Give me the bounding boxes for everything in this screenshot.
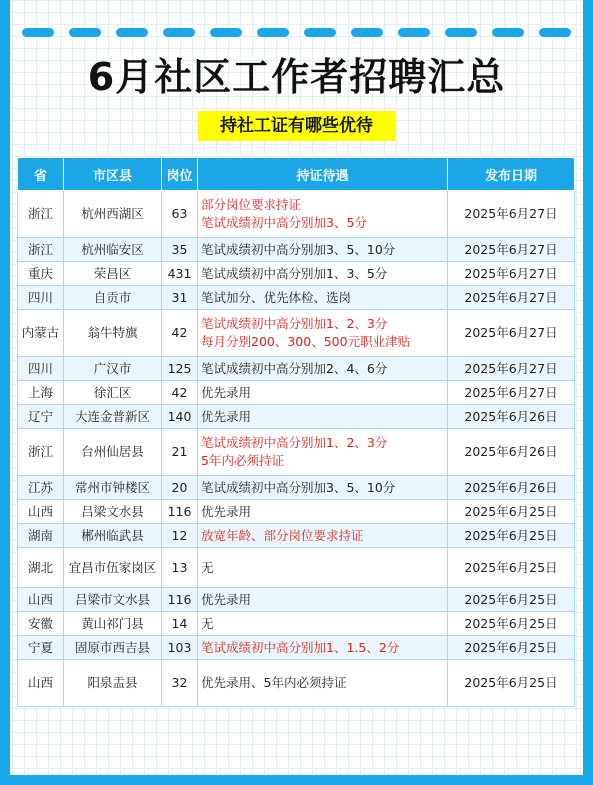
cell-province: 山西 — [18, 588, 64, 612]
cell-benefit — [198, 429, 448, 476]
table-row — [18, 191, 575, 238]
binder-ring — [492, 28, 524, 37]
table-row — [18, 524, 575, 548]
cell-posts: 125 — [162, 357, 198, 381]
cell-benefit — [198, 636, 448, 660]
table-row — [18, 500, 575, 524]
cell-city: 大连金普新区 — [64, 405, 162, 429]
cell-benefit — [198, 310, 448, 357]
cell-date: 2025年6月25日 — [448, 588, 575, 612]
cell-posts: 116 — [162, 500, 198, 524]
cell-posts: 140 — [162, 405, 198, 429]
benefit-line: 优先录用 — [201, 591, 252, 607]
cell-date: 2025年6月27日 — [448, 191, 575, 238]
cell-city: 黄山祁门县 — [64, 612, 162, 636]
binder-ring — [69, 28, 101, 37]
cell-city: 吕梁市文水县 — [64, 588, 162, 612]
cell-benefit — [198, 405, 448, 429]
cell-city: 荣昌区 — [64, 262, 162, 286]
cell-date: 2025年6月26日 — [448, 476, 575, 500]
table-row — [18, 660, 575, 707]
binder-ring — [257, 28, 289, 37]
benefit-line: 笔试成绩初中高分别加1、3、5分 — [201, 265, 388, 281]
benefit-line: 放宽年龄、部分岗位要求持证 — [201, 527, 364, 543]
benefit-line: 笔试成绩初中高分别加3、5分 — [201, 215, 367, 230]
benefit-line: 部分岗位要求持证 — [201, 197, 302, 212]
cell-province: 湖南 — [18, 524, 64, 548]
cell-province: 四川 — [18, 357, 64, 381]
cell-province: 安徽 — [18, 612, 64, 636]
header-city: 市区县 — [64, 158, 162, 191]
cell-date: 2025年6月27日 — [448, 381, 575, 405]
cell-city: 翁牛特旗 — [64, 310, 162, 357]
table-row — [18, 238, 575, 262]
cell-date: 2025年6月25日 — [448, 524, 575, 548]
cell-city: 杭州西湖区 — [64, 191, 162, 238]
cell-date: 2025年6月25日 — [448, 636, 575, 660]
benefit-line: 笔试成绩初中高分别加2、4、6分 — [201, 360, 388, 376]
benefit-line: 笔试成绩初中高分别加1、2、3分 — [201, 316, 388, 331]
cell-city: 杭州临安区 — [64, 238, 162, 262]
cell-date: 2025年6月25日 — [448, 660, 575, 707]
cell-posts: 431 — [162, 262, 198, 286]
cell-benefit — [198, 500, 448, 524]
cell-province: 山西 — [18, 500, 64, 524]
cell-date: 2025年6月26日 — [448, 429, 575, 476]
cell-city: 阳泉盂县 — [64, 660, 162, 707]
subtitle-wrap — [0, 111, 593, 141]
benefit-line: 笔试成绩初中高分别加3、5、10分 — [201, 479, 396, 495]
cell-province: 内蒙古 — [18, 310, 64, 357]
header-benefit: 持证待遇 — [198, 158, 448, 191]
table-row — [18, 286, 575, 310]
table-header-row — [18, 158, 575, 191]
table-row — [18, 476, 575, 500]
cell-date: 2025年6月27日 — [448, 310, 575, 357]
cell-benefit — [198, 588, 448, 612]
cell-benefit — [198, 238, 448, 262]
cell-date: 2025年6月25日 — [448, 500, 575, 524]
cell-province: 宁夏 — [18, 636, 64, 660]
benefit-line: 笔试成绩初中高分别加1、1.5、2分 — [201, 639, 400, 655]
cell-benefit — [198, 191, 448, 238]
cell-benefit — [198, 660, 448, 707]
table-row — [18, 381, 575, 405]
table-row — [18, 405, 575, 429]
cell-province: 江苏 — [18, 476, 64, 500]
cell-province: 浙江 — [18, 429, 64, 476]
cell-posts: 14 — [162, 612, 198, 636]
cell-posts: 35 — [162, 238, 198, 262]
cell-province: 浙江 — [18, 191, 64, 238]
binder-ring — [163, 28, 195, 37]
cell-date: 2025年6月26日 — [448, 405, 575, 429]
cell-posts: 13 — [162, 548, 198, 588]
cell-province: 辽宁 — [18, 405, 64, 429]
frame-bottom-border — [0, 775, 593, 785]
cell-city: 徐汇区 — [64, 381, 162, 405]
benefit-line: 每月分别200、300、500元职业津贴 — [201, 334, 411, 349]
cell-city: 郴州临武县 — [64, 524, 162, 548]
table-row — [18, 588, 575, 612]
binder-ring — [445, 28, 477, 37]
cell-city: 宜昌市伍家岗区 — [64, 548, 162, 588]
cell-date: 2025年6月27日 — [448, 262, 575, 286]
cell-benefit — [198, 524, 448, 548]
cell-province: 山西 — [18, 660, 64, 707]
header-province: 省 — [18, 158, 64, 191]
benefit-line: 优先录用、5年内必须持证 — [201, 675, 347, 690]
table-row — [18, 310, 575, 357]
cell-date: 2025年6月25日 — [448, 548, 575, 588]
cell-benefit — [198, 381, 448, 405]
benefit-line: 无 — [201, 559, 214, 575]
cell-posts: 63 — [162, 191, 198, 238]
cell-city: 台州仙居县 — [64, 429, 162, 476]
cell-benefit — [198, 548, 448, 588]
table-row — [18, 636, 575, 660]
benefit-line: 笔试加分、优先体检、选岗 — [201, 289, 352, 305]
table-body — [18, 191, 575, 707]
cell-posts: 103 — [162, 636, 198, 660]
header-date: 发布日期 — [448, 158, 575, 191]
cell-province: 重庆 — [18, 262, 64, 286]
cell-benefit — [198, 612, 448, 636]
cell-province: 上海 — [18, 381, 64, 405]
binder-ring — [398, 28, 430, 37]
benefit-line: 笔试成绩初中高分别加3、5、10分 — [201, 241, 396, 257]
cell-province: 四川 — [18, 286, 64, 310]
cell-city: 固原市西吉县 — [64, 636, 162, 660]
cell-city: 常州市钟楼区 — [64, 476, 162, 500]
benefit-line: 无 — [201, 615, 214, 631]
cell-date: 2025年6月25日 — [448, 612, 575, 636]
binder-ring — [351, 28, 383, 37]
cell-posts: 31 — [162, 286, 198, 310]
cell-city: 吕梁文水县 — [64, 500, 162, 524]
table-row — [18, 357, 575, 381]
benefit-line: 5年内必须持证 — [201, 453, 284, 468]
binder-ring — [22, 28, 54, 37]
page-title: 6月社区工作者招聘汇总 — [87, 55, 506, 99]
binder-ring — [304, 28, 336, 37]
binder-ring — [539, 28, 571, 37]
table-row — [18, 548, 575, 588]
cell-benefit — [198, 357, 448, 381]
cell-posts: 42 — [162, 381, 198, 405]
binder-rings — [22, 28, 571, 37]
table-row — [18, 429, 575, 476]
header-posts: 岗位 — [162, 158, 198, 191]
cell-benefit — [198, 476, 448, 500]
binder-ring — [116, 28, 148, 37]
benefit-line: 优先录用 — [201, 384, 252, 400]
cell-date: 2025年6月27日 — [448, 357, 575, 381]
benefit-line: 优先录用 — [201, 408, 252, 424]
benefit-line: 笔试成绩初中高分别加1、2、3分 — [201, 435, 388, 450]
cell-posts: 116 — [162, 588, 198, 612]
cell-benefit — [198, 286, 448, 310]
recruitment-table — [17, 157, 575, 707]
cell-posts: 20 — [162, 476, 198, 500]
cell-date: 2025年6月27日 — [448, 286, 575, 310]
cell-posts: 21 — [162, 429, 198, 476]
cell-city: 广汉市 — [64, 357, 162, 381]
benefit-line: 优先录用 — [201, 503, 252, 519]
cell-posts: 42 — [162, 310, 198, 357]
subtitle-banner: 持社工证有哪些优待 — [198, 111, 395, 141]
cell-benefit — [198, 262, 448, 286]
cell-province: 浙江 — [18, 238, 64, 262]
cell-posts: 32 — [162, 660, 198, 707]
table-row — [18, 262, 575, 286]
cell-date: 2025年6月27日 — [448, 238, 575, 262]
cell-posts: 12 — [162, 524, 198, 548]
cell-city: 自贡市 — [64, 286, 162, 310]
binder-ring — [210, 28, 242, 37]
cell-province: 湖北 — [18, 548, 64, 588]
table-row — [18, 612, 575, 636]
